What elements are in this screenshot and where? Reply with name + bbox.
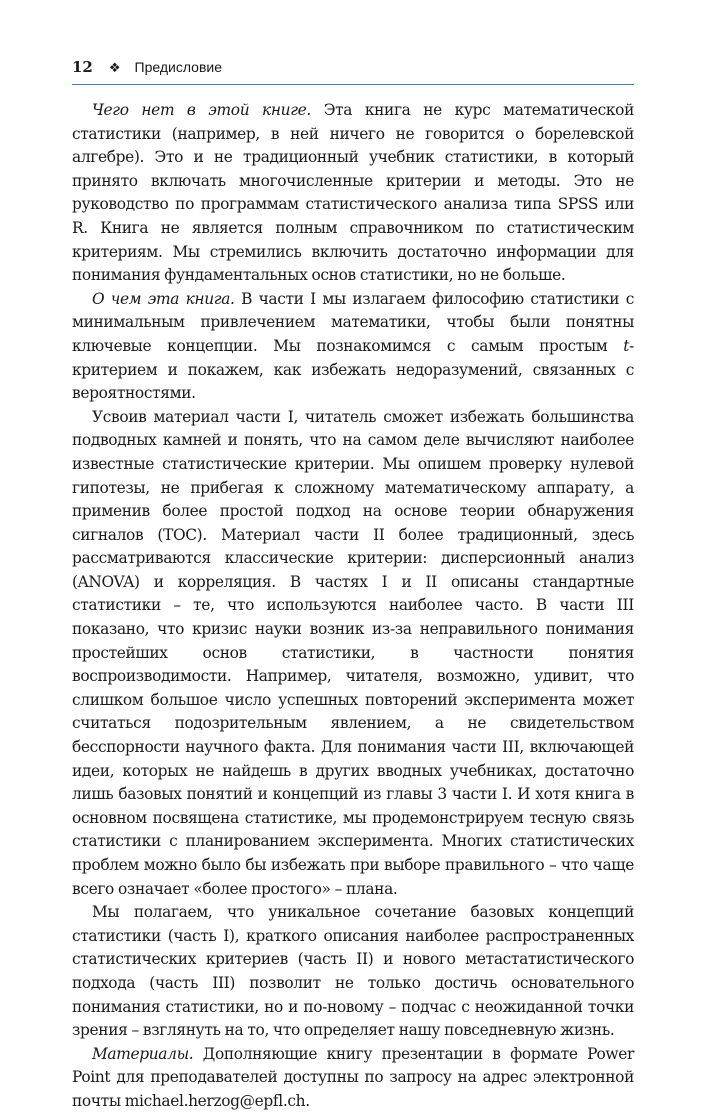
- paragraph-not-in-book: [72, 99, 634, 288]
- paragraph-text: Мы полагаем, что уникальное сочетание базовых концепций статистики (часть I), краткого описания наиболее распространенных статистических критериев (часть II) и нового метастатистического подхода (часть III) позволит не только достичь основательного понимания статистики, но и по-новому – подчас с неожиданной точки зрения – взглянуть на то, что определяет нашу повседневную жизнь.: [72, 903, 634, 1040]
- header-ornament-icon: ❖: [108, 61, 121, 76]
- paragraph-materials: [72, 1043, 634, 1114]
- paragraph-text: -критерием и покажем, как избежать недоразумений, связанных с вероятностями.: [72, 336, 634, 403]
- lead-in-materials: Материалы.: [92, 1044, 194, 1063]
- paragraph-text: В части I мы излагаем философию статистики с минимальным привлечением математики, чтобы были понятны ключевые концепции. Мы познакомимся с самым простым: [72, 289, 634, 355]
- paragraph-text: Дополняющие книгу презентации в формате Power Point для преподавателей доступны по запросу на адрес электронной почты: [72, 1044, 634, 1110]
- paragraph-combination: [72, 901, 634, 1043]
- running-head: Предисловие: [134, 59, 223, 75]
- paragraph-text: Эта книга не курс математической статистики (например, в ней ничего не говорится о борелевской алгебре). Это и не традиционный учебник статистики, в который принято включать многочисленные критерии и методы. Это не руководство по программам статистического анализа типа SPSS или R. Книга не является полным справочником по статистическим критериям. Мы стремились включить достаточно информации для понимания фундаментальных основ статистики, но не больше.: [72, 101, 634, 285]
- paragraph-parts-overview: [72, 406, 634, 901]
- body-text: [72, 99, 634, 1114]
- lead-in-what-book-is-about: О чем эта книга.: [92, 289, 235, 308]
- paragraph-end: .: [305, 1091, 310, 1110]
- page-number: 12: [72, 58, 93, 76]
- paragraph-text: Усвоив материал части I, читатель сможет избежать большинства подводных камней и понять, что на самом деле вычисляют наиболее известные статистические критерии. Мы опишем проверку нулевой гипотезы, не прибегая к сложному математическому аппарату, а применив более простой подход на основе теории обнаружения сигналов (TOC). Материал части II более традиционный, здесь рассматриваются классические критерии: дисперсионный анализ (ANOVA) и корреляция. В частях I и II описаны стандартные статистики – те, что используются наиболее часто. В части III показано, что кризис науки возник из-за неправильного понимания простейших основ статистики, в частности понятия воспроизводимости. Например, читателя, возможно, удивит, что слишком большое число успешных повторений эксперимента может считаться подозрительным явлением, а не свидетельством бесспорности научного факта. Для понимания части III, включающей идеи, которых не найдешь в других вводных учебниках, достаточно лишь базовых понятий и концепций из главы 3 части I. И хотя книга в основном посвящена статистике, мы продемонстрируем тесную связь статистики с планированием эксперимента. Многих статистических проблем можно было бы избежать при выборе правильного – что чаще всего означает «более простого» – плана.: [72, 407, 634, 898]
- t-symbol: t: [623, 336, 630, 355]
- email-address: michael.herzog@epfl.ch: [124, 1091, 306, 1110]
- paragraph-what-book-is-about: [72, 288, 634, 406]
- page-header: [72, 58, 634, 85]
- lead-in-not-in-book: Чего нет в этой книге.: [92, 101, 311, 119]
